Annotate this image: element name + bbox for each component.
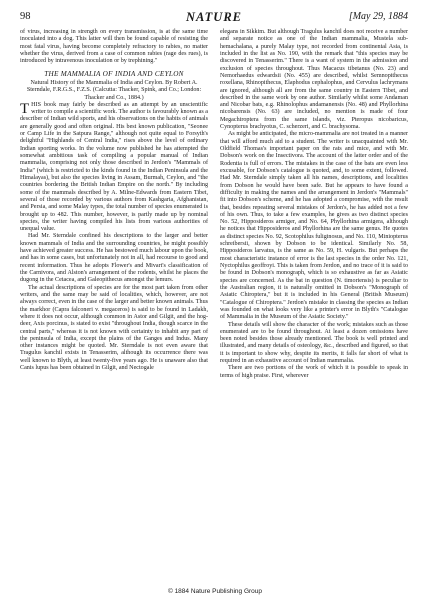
right-column: [220, 29, 408, 380]
paragraph: As might be anticipated, the micro-mammalia are not treated in a manner that will afford much aid to a student. The writer is unacquainted with Mr. Oldfield Thomas's important paper on the rats and mice, and with Mr. Dobson's work on the Insectivora. The account of the latter order and of the Rodentia is full of errors. The mistakes in the case of the bats are even less excusable, for Dobson's catalogue is quoted, and, to some extent, followed. Had Mr. Sterndale simply taken all his names, descriptions, and localities from Dobson he would have been safe. But he appears to have found a difficulty in making the names and the arrangement in Jerdon's "Mammals" fit into Dobson's scheme, and he has adopted a compromise, with the result that, besides repeating several mistakes of Jerdon's, he has added not a few of his own. Thus, to take a few examples, he gives as two distinct species No. 52, Hipposideros armiger, and No. 64, Phyllorhina armigera, although he notices that Hipposideros and Phyllorhina are the same genus. He quotes as distinct species No. 92, Scotophilus fuliginosus, and No. 110, Miniopterus schreibersii, shown by Dobson to be identical. Similarly No. 58, Hipposideros larvatus, is the same as No. 59, H. vulgaris. But perhaps the most characteristic instance of error is the last species in the order No. 121, Nyctophilus geoffroyi. This is taken from Jerdon, and no trace of it is said to be found in Dobson's monograph, which is so exhaustive as far as Asiatic species are concerned. As the bat in question (N. timoriensis) is peculiar to the Australian region, it is naturally omitted in Dobson's "Monograph of Asiatic Chiroptera," but it is included in his General (British Museum) "Catalogue of Chiroptera." Jerdon's mistake in classing the species as Indian was founded on what looks very like a printer's error in Blyth's "Catalogue of Mammalia in the Museum of the Asiatic Society.": [220, 131, 408, 321]
paragraph: There are two portions of the work of which it is possible to speak in terms of high praise. First, wherever: [220, 365, 408, 379]
paragraph-text: HIS book may fairly be described as an attempt by an unscientific writer to compile a scientific work. The author is favourably known as a describer of Indian wild sports, and his observations on the habits of animals are generally good and often original. His best known publication, "Seonee or Camp Life in the Satpura Range," although not quite equal to Forsyth's delightful "Highlands of Central India," rises above the level of ordinary Indian sporting works. In the volume now published he has attempted the somewhat ambitious task of compiling a popular manual of Indian mammalia, comprising not only those described in Jerdon's "Mammals of India" (which is restricted to the kinds found in the Indian Peninsula and the Himalayas), but also the species living in Assam, Burmah, Ceylon, and "the countries bordering the British Indian Empire on the north." By including some of the mammals described by A. Milne-Edwards from Eastern Tibet, several of those recorded by various authors from Kashgaria, Afghanistan, and Persia, and some Malay types, the total number of species enumerated is brought up to 482. This number, however, is partly made up by nominal species, the writer having compiled his lists from various authorities of unequal value.: [20, 101, 208, 233]
continuation-paragraph: of virus, increasing in strength on every transmission, is at the same time inoculated into a dog. This latter will then be found capable of resisting the most fatal virus, having become completely refractory to rabies, no matter whether the virus, derived from a case of common rabies (rage des rues), is introduced by intravenous inoculation or by trephining.": [20, 29, 208, 65]
paragraph: elegans in Sikkim. But although Tragulus kanchil does not receive a number and separate notice as one of the Indian mammalia, Mustela sub-hemachalana, a purely Malay type, not recorded from continental Asia, is included in the list as No. 190, with the remark that "this species may be discovered in Tenasserim." There is a want of system in the admission and exclusion of species throughout. Thus Macacus tibetanus (No. 23) and Nemorhaedus edwardsii (No. 455) are described, whilst Semnopithecus roxellana, Rhinopithecus, Elaphodus cephalophus, and Cervulus lachrymans are ignored, although all are from the same country in Eastern Tibet, and described in the same work by one author. Similarly whilst some Andaman and Nicobar bats, e.g. Rhinolophus andamanensis (No. 48) and Phyllorhina nicobarensis (No. 63) are included, no mention is made of four Megachiroptera from the same islands, viz. Pteropus nicobaricus, Cynopterus brachyotus, C. scherzeri, and C. brachysoma.: [220, 29, 408, 131]
paragraph: Had Mr. Sterndale confined his descriptions to the larger and better known mammals of India and the surrounding countries, he might possibly have achieved greater success. He has bestowed much labour upon the book, and has in some cases, but unfortunately not in all, had recourse to good and recent information. Thus he adopts Flower's and Mivart's classification of the Carnivora, and Alston's arrangement of the rodents, whilst he places the dugong in the Cetacea, and Galeopithecus amongst the lemurs.: [20, 233, 208, 284]
article-byline: Natural History of the Mammalia of India and Ceylon. By Robert A. Sterndale, F.R.G.S., F.Z.S. (Calcutta: Thacker, Spink, and Co.; London: Thacker and Co., 1884.): [26, 79, 202, 101]
issue-date: [May 29, 1884: [348, 11, 408, 22]
left-column: [20, 29, 208, 380]
article-title: THE MAMMALIA OF INDIA AND CEYLON: [44, 69, 184, 78]
page-header: [20, 10, 408, 26]
journal-title: NATURE: [185, 10, 242, 24]
drop-cap: T: [20, 100, 30, 117]
paragraph: [20, 102, 208, 234]
paragraph: These details will show the character of the work; mistakes such as those enumerated are to be found throughout. At least a dozen omissions have been noted besides those already mentioned. The book is well printed and illustrated, and many details of osteology, &c., described and figured, so that it is important to show why, despite its merits, it falls far short of what is required in an exhaustive account of Indian mammalia.: [220, 321, 408, 365]
copyright-footer: © 1884 Nature Publishing Group: [167, 588, 263, 595]
article-columns: [20, 29, 408, 380]
paragraph: The actual descriptions of species are for the most part taken from other writers, and the same may be said of localities, which, however, are not always correct, even in the case of the larger and better known animals. Thus the markhor (Capra falconeri v. megaceros) is said to be found in Ladakh, where it does not occur, although common in Astor and Gilgit, and the hog-deer, Axis porcinus, is stated to exist "throughout India, though scarce in the central parts," whereas it is not known with certainty to inhabit any part of the peninsula of India, except the plains of the Ganges and Indus. Many other instances might be quoted. Mr. Sterndale is not even aware that Tragulus kanchil exists in Tenasserim, although its occurrence there was well known to Blyth, at least twenty-five years ago. He is unaware also that Canis lupus has been obtained in Gilgit, and Nectogale: [20, 284, 208, 372]
page-number: 98: [20, 11, 31, 22]
